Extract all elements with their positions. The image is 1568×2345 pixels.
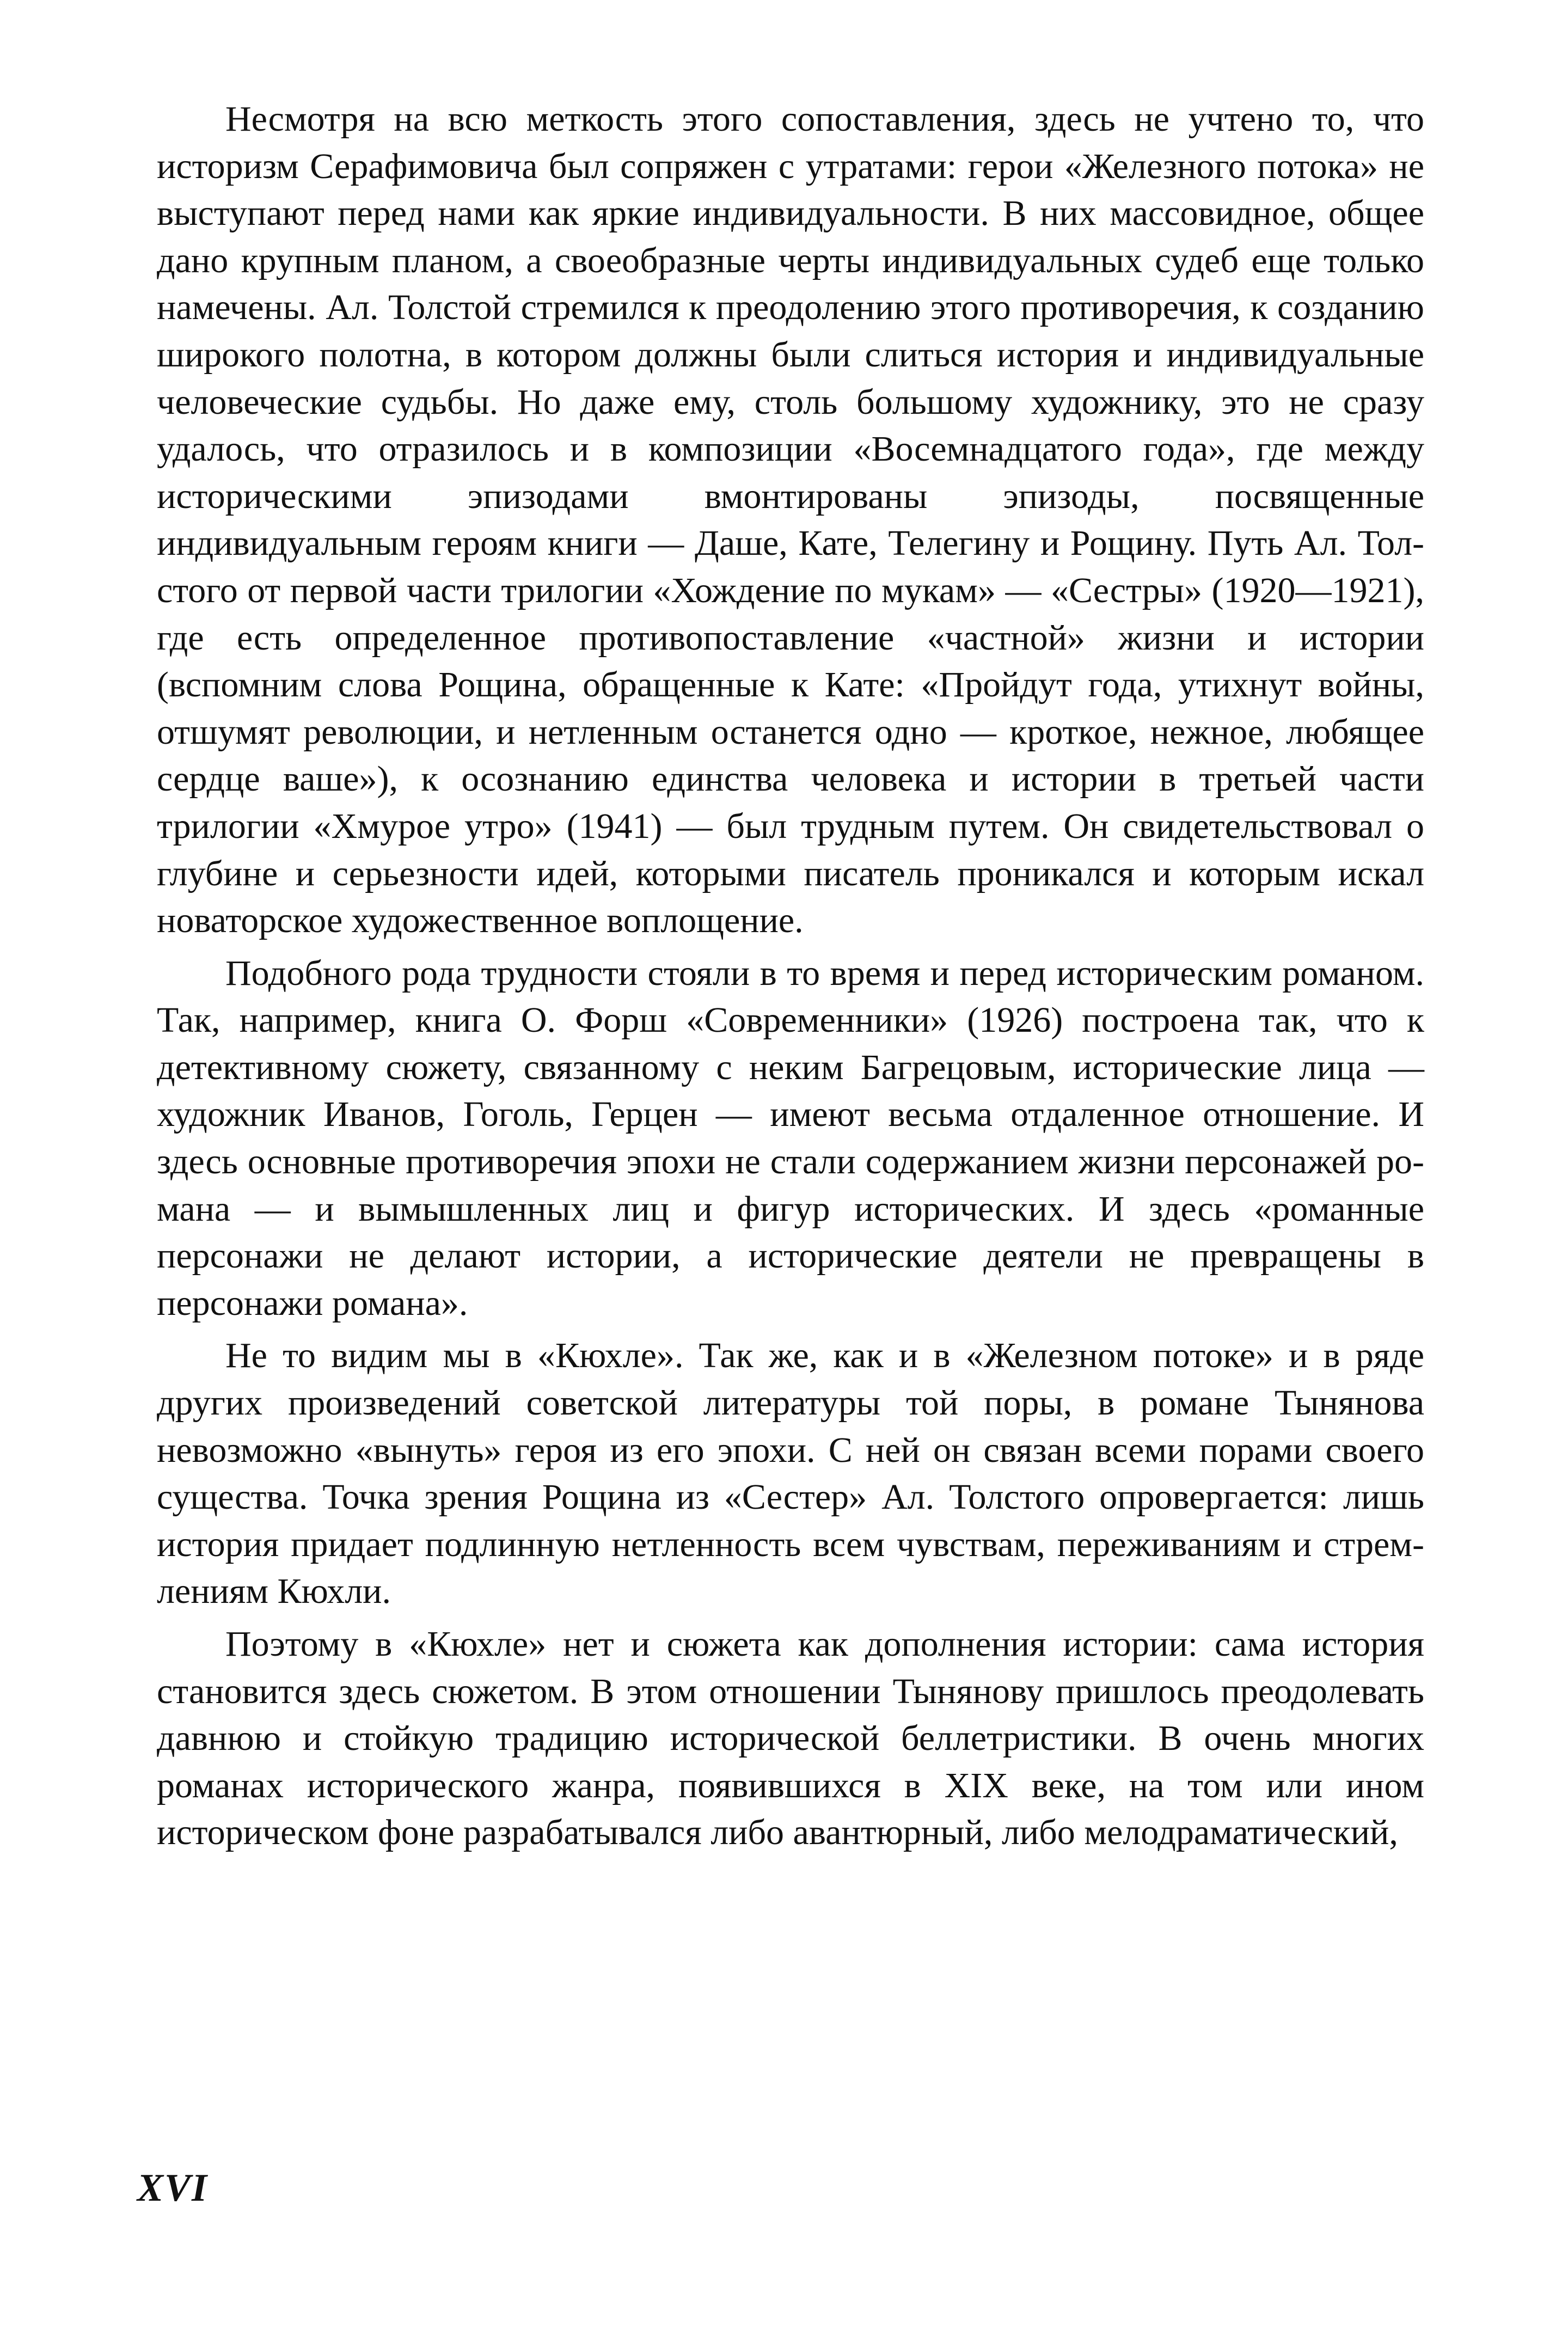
page-number: XVI (137, 2166, 209, 2209)
paragraph-4: Поэтому в «Кюхле» нет и сюжета как дополнения истории: сама история становится здесь сюжетом. В этом отношении Тынянову пришлось преодолевать давнюю и стойкую традицию исторической беллетристики. В очень многих романах исторического жанра, появившихся в XIX веке, на том или ином историческом фоне разрабатывался либо авантюрный, либо мелодраматический, (157, 1624, 1424, 1853)
paragraph-2: Подобного рода трудности стояли в то время и перед историческим романом. Так, например, книга О. Форш «Современники» (1926) построена так, что к детективному сюжету, связанному с неким Багрецовым, исторические лица — художник Иванов, Гоголь, Герцен — имеют весьма отдаленное отношение. И здесь основные противоречия эпохи не стали содержанием жизни персонажей романа — и вымышленных лиц и фигур исторических. И здесь «романные персонажи не делают истории, а исторические деятели не превращены в персонажи романа». (157, 953, 1424, 1323)
paragraph-3: Не то видим мы в «Кюхле». Так же, как и в «Железном потоке» и в ряде других произведений советской литературы той поры, в романе Тынянова невозможно «вынуть» героя из его эпохи. С ней он связан всеми порами своего существа. Точка зрения Рощина из «Сестер» Ал. Толстого опровергается: лишь история придает подлинную нетленность всем чувствам, переживаниям и стремлениям Кюхли. (157, 1336, 1424, 1612)
body-text (157, 96, 1424, 1857)
paragraph-1: Несмотря на всю меткость этого сопоставления, здесь не учтено то, что историзм Серафимовича был сопряжен с утратами: герои «Железного потока» не выступают перед нами как яркие индивидуальности. В них массовидное, общее дано крупным планом, а своеобразные черты индивидуальных судеб еще только намечены. Ал. Толстой стремился к преодолению этого противоречия, к созданию широкого полотна, в котором должны были слиться история и индивидуальные человеческие судьбы. Но даже ему, столь большому художнику, это не сразу удалось, что отразилось и в композиции «Восемнадцатого года», где между историческими эпизодами вмонтированы эпизоды, посвященные индивидуальным героям книги — Даше, Кате, Телегину и Рощину. Путь Ал. Толстого от первой части трилогии «Хождение по мукам» — «Сестры» (1920—1921), где есть определенное противопоставление «частной» жизни и истории (вспомним слова Рощина, обращенные к Кате: «Пройдут года, утихнут войны, отшумят революции, и нетленным останется одно — кроткое, нежное, любящее сердце ваше»), к осознанию единства человека и истории в третьей части трилогии «Хмурое утро» (1941) — был трудным путем. Он свидетельствовал о глубине и серьезности идей, которыми писатель проникался и которым искал новаторское художественное воплощение. (157, 99, 1424, 941)
